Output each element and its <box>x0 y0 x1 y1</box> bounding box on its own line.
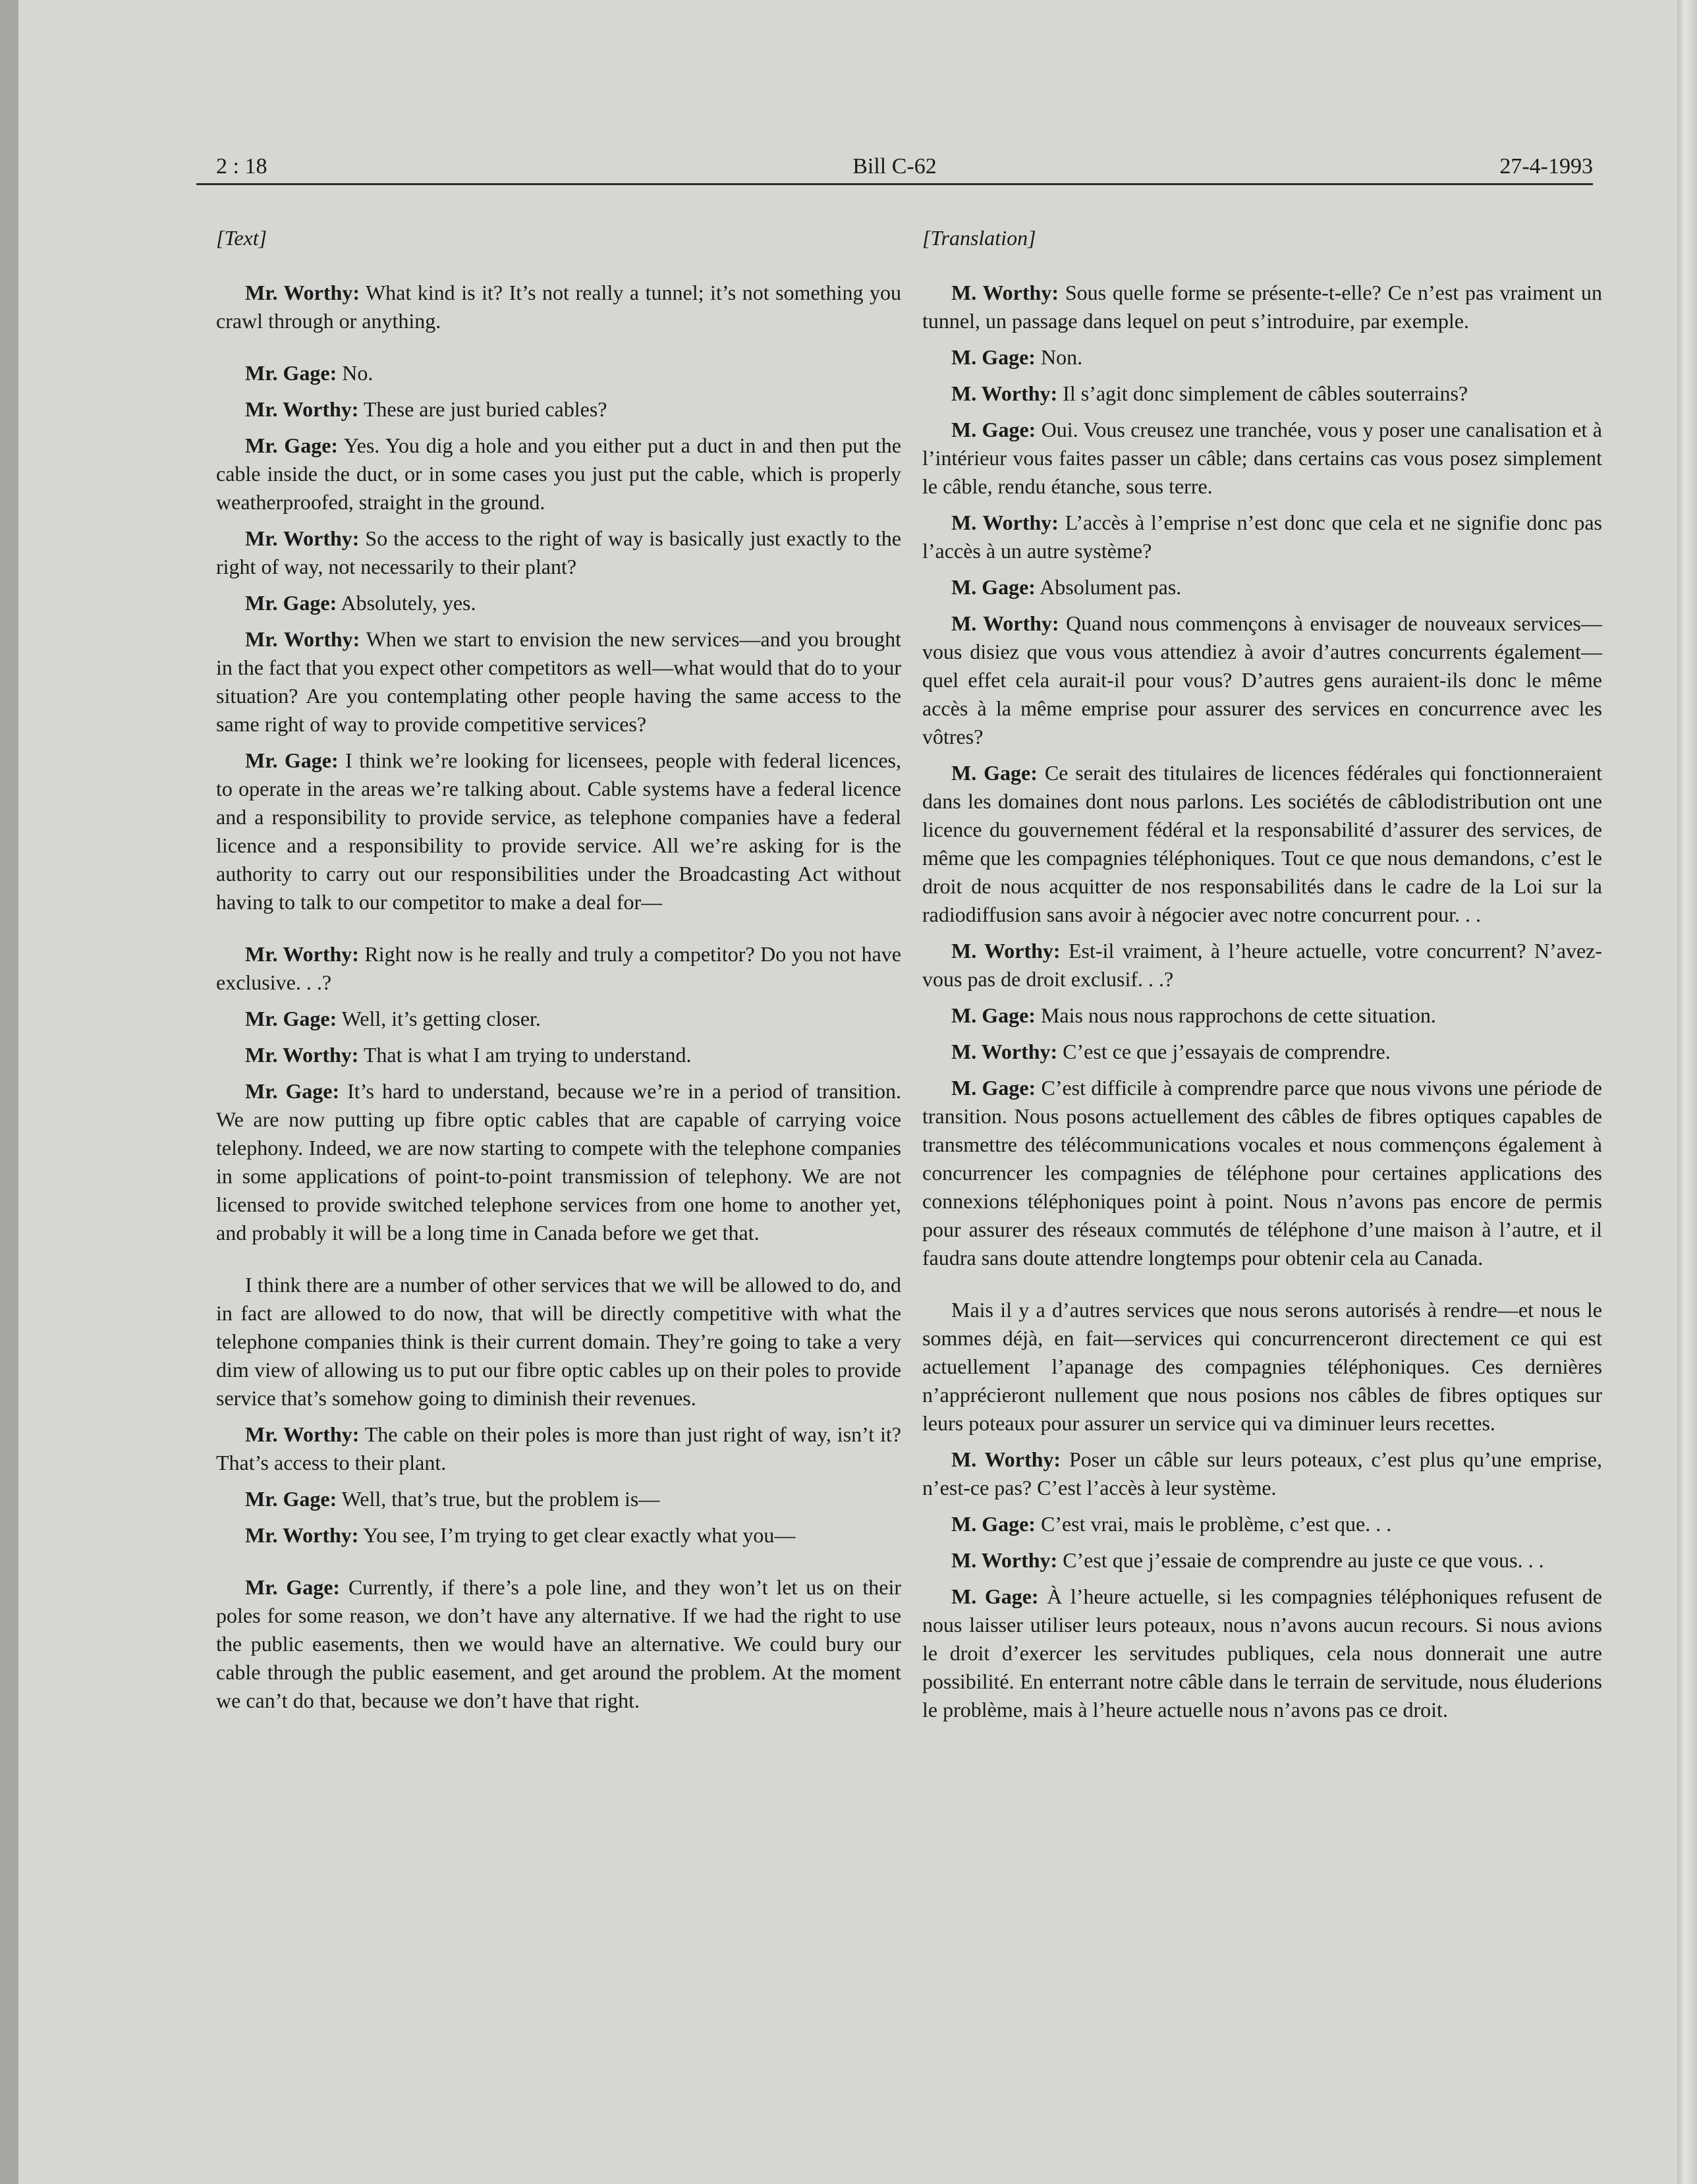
transcript-paragraph <box>216 625 901 739</box>
english-column <box>216 224 901 1723</box>
speech-text: C’est vrai, mais le problème, c’est que. . . <box>1035 1512 1392 1536</box>
speaker-name: Mr. Gage: <box>245 748 339 772</box>
speech-text: Absolument pas. <box>1035 575 1182 599</box>
speaker-name: M. Worthy: <box>951 611 1059 635</box>
speech-text: I think there are a number of other services that we will be allowed to do, and in fact are allowed to do now, that will be directly competitive with what the telephone companies think is their current domain. They’re going to take a very dim view of allowing us to put our fibre optic cables up on their poles to provide service that’s somehow going to diminish their revenues. <box>216 1273 901 1410</box>
speech-text: I think we’re looking for licensees, people with federal licences, to operate in the areas we’re talking about. Cable systems have a federal licence and a responsibility to provide service, as telephone companies have a federal licence and a responsibility to provide service. All we’re asking for is the authority to carry out our responsibilities under the Broadcasting Act without having to talk to our competitor to make a deal for— <box>216 748 902 914</box>
transcript-paragraph <box>922 759 1602 929</box>
speaker-name: Mr. Gage: <box>245 1487 337 1511</box>
page-edge <box>1677 0 1697 2184</box>
transcript-paragraph <box>216 359 901 387</box>
speaker-name: M. Worthy: <box>951 1548 1058 1572</box>
speaker-name: Mr. Gage: <box>245 1575 341 1599</box>
transcript-paragraph <box>216 1420 901 1477</box>
transcript-paragraph <box>922 343 1602 372</box>
transcript-paragraph <box>216 1077 901 1247</box>
speech-text: No. <box>337 361 374 385</box>
transcript-paragraph <box>216 1485 901 1513</box>
transcript-paragraph <box>216 395 901 424</box>
speech-text: That is what I am trying to understand. <box>358 1043 692 1067</box>
speaker-name: M. Worthy: <box>951 381 1058 405</box>
speech-text: Oui. Vous creusez une tranchée, vous y poser une canalisation et à l’intérieur vous faites passer un câble; dans certains cas vous posez simplement le câble, rendu étanche, sous terre. <box>922 418 1603 498</box>
speech-text: Currently, if there’s a pole line, and they won’t let us on their poles for some reason, we don’t have any alternative. If we had the right to use the public easements, then we would have an alternative. We could bury our cable through the public easement, and get around the problem. At the moment we can’t do that, because we don’t have that right. <box>216 1575 902 1712</box>
speech-text: These are just buried cables? <box>358 397 607 421</box>
transcript-paragraph <box>922 1510 1602 1538</box>
transcript-paragraph <box>922 1074 1602 1272</box>
bill-title: Bill C-62 <box>852 154 937 179</box>
speech-text: Mais il y a d’autres services que nous serons autorisés à rendre—et nous le sommes déjà, en fait—services qui concurrenceront directement ce qui est actuellement l’apanage des compagnies téléphoniques. Ces dernières n’apprécieront nullement que nous posions nos câbles de fibres optiques sur leurs poteaux pour assurer un service qui va diminuer leurs recettes. <box>922 1298 1602 1435</box>
speaker-name: M. Worthy: <box>951 511 1059 534</box>
speaker-name: M. Worthy: <box>951 1447 1061 1471</box>
speaker-name: M. Gage: <box>951 1003 1036 1027</box>
page-header <box>196 146 1593 185</box>
speaker-name: Mr. Worthy: <box>245 526 360 550</box>
speech-text: Mais nous nous rapprochons de cette situation. <box>1035 1003 1436 1027</box>
speaker-name: M. Worthy: <box>951 1040 1058 1063</box>
transcript-paragraph <box>216 524 901 581</box>
speaker-name: Mr. Worthy: <box>245 942 359 966</box>
speech-text: Well, it’s getting closer. <box>337 1007 541 1030</box>
text-tag: [Text] <box>216 226 267 250</box>
speaker-name: M. Gage: <box>951 761 1038 785</box>
speech-text: The cable on their poles is more than just right of way, isn’t it? That’s access to their plant. <box>216 1422 902 1474</box>
transcript-paragraph <box>922 1038 1602 1066</box>
speech-text: Il s’agit donc simplement de câbles souterrains? <box>1057 381 1468 405</box>
transcript-paragraph <box>922 1546 1602 1575</box>
transcript-paragraph <box>922 1296 1602 1438</box>
speech-text: C’est difficile à comprendre parce que nous vivons une période de transition. Nous posons actuellement des câbles de fibres optiques capables de transmettre des télécommunications vocales et nous commençons également à concurrencer les compagnies de téléphone pour certaines applications des connexions téléphoniques point à point. Nous n’avons pas encore de permis pour assurer des réseaux commutés de téléphone d’une maison à l’autre, et il faudra sans doute attendre longtemps pour obtenir cela au Canada. <box>922 1076 1603 1270</box>
speaker-name: Mr. Worthy: <box>245 627 360 651</box>
speaker-name: Mr. Worthy: <box>245 1523 359 1547</box>
english-paragraphs <box>216 279 901 1715</box>
translation-tag: [Translation] <box>922 226 1036 250</box>
transcript-paragraph <box>216 279 901 335</box>
speech-text: À l’heure actuelle, si les compagnies téléphoniques refusent de nous laisser utiliser leurs poteaux, nous n’avons aucun recours. Si nous avions le droit d’exercer les servitudes publiques, cela nous donnerait une autre possibilité. En enterrant notre câble dans le terrain de servitude, nous éluderions le problème, mais à l’heure actuelle nous n’avons pas ce droit. <box>922 1584 1603 1722</box>
speaker-name: M. Gage: <box>951 1584 1039 1608</box>
speaker-name: M. Worthy: <box>951 939 1061 963</box>
speaker-name: Mr. Gage: <box>245 591 337 615</box>
speech-text: What kind is it? It’s not really a tunnel; it’s not something you crawl through or anything. <box>216 281 902 333</box>
speaker-name: Mr. Worthy: <box>245 281 360 304</box>
speaker-name: Mr. Gage: <box>245 434 339 457</box>
page <box>18 0 1679 2184</box>
speech-text: Well, that’s true, but the problem is— <box>337 1487 660 1511</box>
speaker-name: M. Gage: <box>951 1076 1036 1100</box>
speech-text: So the access to the right of way is basically just exactly to the right of way, not necessarily to their plant? <box>216 526 902 578</box>
transcript-paragraph <box>216 1573 901 1715</box>
french-paragraphs <box>922 279 1602 1724</box>
speaker-name: M. Worthy: <box>951 281 1059 304</box>
speech-text: C’est que j’essaie de comprendre au juste ce que vous. . . <box>1057 1548 1544 1572</box>
speech-text: L’accès à l’emprise n’est donc que cela et ne signifie donc pas l’accès à un autre système? <box>922 511 1603 563</box>
speaker-name: Mr. Gage: <box>245 361 337 385</box>
speaker-name: M. Gage: <box>951 1512 1036 1536</box>
transcript-paragraph <box>922 279 1602 335</box>
header-date: 27-4-1993 <box>1499 154 1593 179</box>
speaker-name: Mr. Gage: <box>245 1007 337 1030</box>
speech-text: Yes. You dig a hole and you either put a duct in and then put the cable inside the duct, or in some cases you just put the cable, which is properly weatherproofed, straight in the ground. <box>216 434 902 514</box>
page-number: 2 : 18 <box>216 154 267 179</box>
speech-text: It’s hard to understand, because we’re in a period of transition. We are now putting up fibre optic cables that are capable of carrying voice telephony. Indeed, we are now starting to compete with the telephone companies in some applications of point-to-point transmission of telephony. We are not licensed to provide switched telephone services from one home to another yet, and probably it will be a long time in Canada before we get that. <box>216 1079 902 1245</box>
speech-text: Poser un câble sur leurs poteaux, c’est plus qu’une emprise, n’est-ce pas? C’est l’accès à leur système. <box>922 1447 1603 1499</box>
french-column <box>922 224 1602 1732</box>
transcript-paragraph <box>216 432 901 517</box>
speaker-name: M. Gage: <box>951 575 1036 599</box>
speech-text: Est-il vraiment, à l’heure actuelle, votre concurrent? N’avez-vous pas de droit exclusif. . .? <box>922 939 1603 991</box>
transcript-paragraph <box>216 940 901 997</box>
speech-text: Non. <box>1035 345 1083 369</box>
speech-text: Absolutely, yes. <box>337 591 476 615</box>
transcript-paragraph <box>216 1521 901 1550</box>
speech-text: Quand nous commençons à envisager de nouveaux services—vous disiez que vous vous attendiez à avoir d’autres concurrents également—quel effet cela aurait-il pour vous? D’autres gens auraient-ils donc le même accès à la même emprise pour assurer des services en concurrence avec les vôtres? <box>922 611 1603 748</box>
transcript-paragraph <box>216 1271 901 1413</box>
speech-text: You see, I’m trying to get clear exactly what you— <box>358 1523 796 1547</box>
transcript-paragraph <box>216 746 901 916</box>
transcript-paragraph <box>922 573 1602 602</box>
transcript-paragraph <box>922 1582 1602 1724</box>
transcript-paragraph <box>216 1041 901 1069</box>
speech-text: When we start to envision the new services—and you brought in the fact that you expect other competitors as well—what would that do to your situation? Are you contemplating other people having the same access to the same right of way to provide competitive services? <box>216 627 902 736</box>
transcript-paragraph <box>216 589 901 617</box>
speaker-name: Mr. Worthy: <box>245 1422 360 1446</box>
transcript-paragraph <box>922 1001 1602 1030</box>
transcript-paragraph <box>922 609 1602 751</box>
speech-text: Right now is he really and truly a competitor? Do you not have exclusive. . .? <box>216 942 902 994</box>
transcript-paragraph <box>922 937 1602 994</box>
speech-text: Ce serait des titulaires de licences fédérales qui fonctionneraient dans les domaines dont nous parlons. Les sociétés de câblodistribution ont une licence du gouvernement fédéral et la responsabilité d’assurer des services, de même que les compagnies téléphoniques. Tout ce que nous demandons, c’est le droit de nous acquitter de nos responsabilités dans le cadre de la Loi sur la radiodiffusion sans avoir à négocier avec notre concurrent pour. . . <box>922 761 1603 926</box>
speech-text: C’est ce que j’essayais de comprendre. <box>1057 1040 1391 1063</box>
speaker-name: Mr. Gage: <box>245 1079 340 1103</box>
speaker-name: Mr. Worthy: <box>245 1043 359 1067</box>
speaker-name: M. Gage: <box>951 418 1036 441</box>
transcript-paragraph <box>922 509 1602 565</box>
transcript-paragraph <box>922 1445 1602 1502</box>
transcript-paragraph <box>922 379 1602 408</box>
speaker-name: M. Gage: <box>951 345 1036 369</box>
speech-text: Sous quelle forme se présente-t-elle? Ce n’est pas vraiment un tunnel, un passage dans lequel on peut s’introduire, par exemple. <box>922 281 1603 333</box>
transcript-paragraph <box>922 416 1602 501</box>
transcript-paragraph <box>216 1005 901 1033</box>
speaker-name: Mr. Worthy: <box>245 397 359 421</box>
